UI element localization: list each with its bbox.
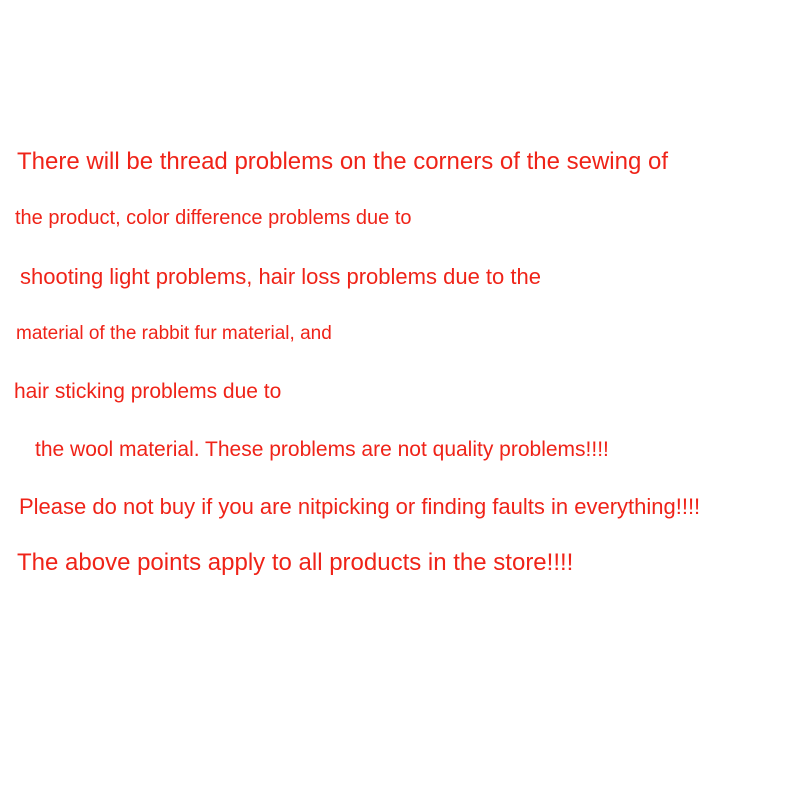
notice-line-3: shooting light problems, hair loss problems due to the (20, 264, 541, 289)
product-disclaimer-notice (0, 150, 800, 575)
notice-line-7: Please do not buy if you are nitpicking or finding faults in everything!!!! (19, 494, 701, 519)
notice-line-4: material of the rabbit fur material, and (16, 323, 332, 344)
notice-line-5: hair sticking problems due to (14, 380, 282, 403)
notice-line-2: the product, color difference problems due to (15, 207, 412, 229)
notice-line-8: The above points apply to all products in the store!!!! (17, 549, 574, 576)
notice-line-1: There will be thread problems on the corners of the sewing of (17, 148, 669, 175)
notice-line-6: the wool material. These problems are not quality problems!!!! (35, 438, 609, 461)
